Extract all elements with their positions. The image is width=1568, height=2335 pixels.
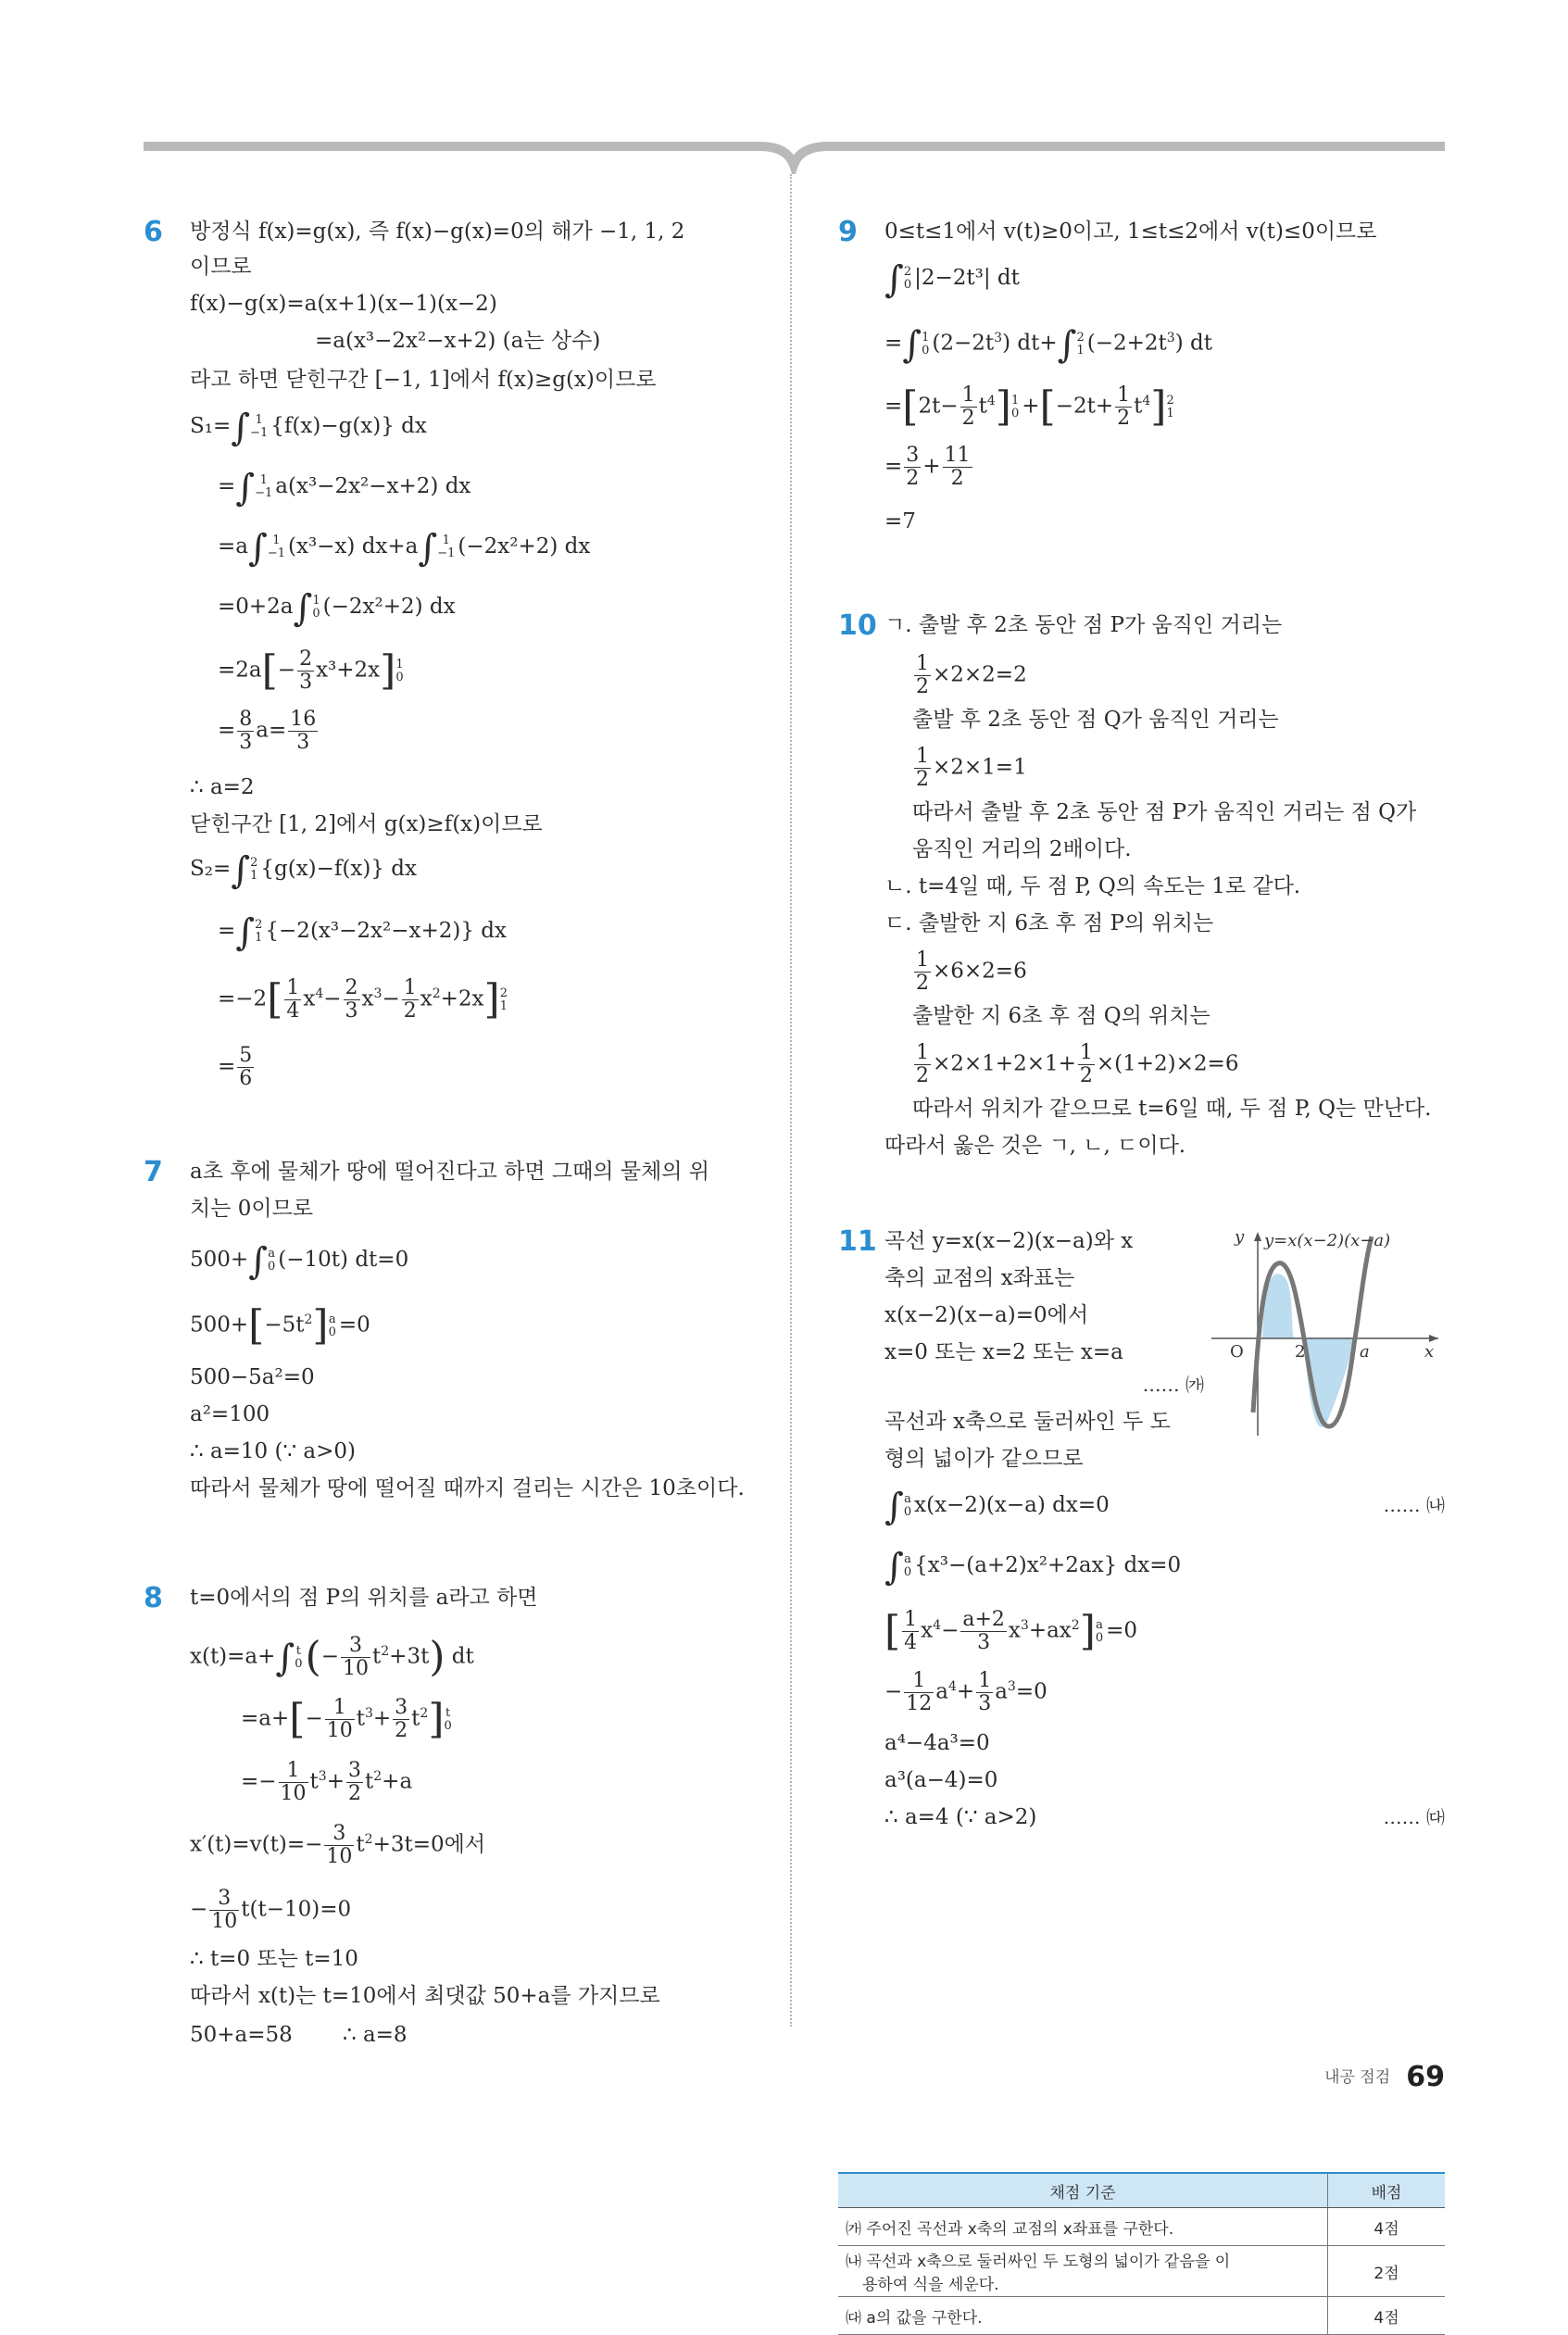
equation-line: =2a[− $\frac{2}{3}$ x³+2x]1 0 — [218, 647, 404, 695]
text-line: 출발 후 2초 동안 점 Q가 움직인 거리는 — [912, 708, 1279, 732]
equation-line: ∫a 0 x(x−2)(x−a) dx=0 — [884, 1486, 1110, 1528]
text-line: 따라서 옳은 것은 ㄱ, ㄴ, ㄷ이다. — [884, 1134, 1186, 1158]
top-divider-bar — [144, 137, 1445, 174]
equation-line: =a+[− $\frac{1}{10}$ $t^3+$ $\frac{3}{2}$ $t^2$] t 0 — [241, 1695, 452, 1743]
equation-line: =[2t− $\frac{1}{2}$ $t^4]1$ 0 +[−2t+ $\frac{1}{2}$ $t^4]2$ 1 — [884, 383, 1174, 431]
cubic-graph — [1207, 1227, 1445, 1440]
text-line: 닫힌구간 [1, 2]에서 g(x)≥f(x)이므로 — [190, 812, 543, 836]
equation-line: x(t)=a+∫ t 0(− $\frac{3}{10}$ $t^2+3t$) dt — [190, 1633, 474, 1681]
text-line: ㄱ. 출발 후 2초 동안 점 P가 움직인 거리는 — [884, 613, 1283, 637]
equation-line: =a(x³−2x²−x+2) (a는 상수) — [315, 329, 601, 353]
table-row — [838, 2208, 1445, 2246]
tick-label-2: 2 — [1295, 1342, 1306, 1362]
problem-number: 8 — [144, 1582, 163, 1614]
origin-label: O — [1230, 1342, 1244, 1362]
problem-number: 11 — [838, 1225, 877, 1258]
equation-line: = $\frac{3}{2}$ + $\frac{11}{2}$ — [884, 444, 971, 490]
equation-line: =∫1 0 $(2-2t^3)$ dt+∫2 1 $(-2+2t^3)$ dt — [884, 323, 1212, 367]
problem-number: 10 — [838, 609, 877, 642]
equation-line: ∫2 0 |2−2t³| dt — [884, 258, 1020, 301]
table-row — [838, 2297, 1445, 2335]
text-line: 따라서 x(t)는 t=10에서 최댓값 50+a를 가지므로 — [190, 1984, 660, 2008]
problem-number: 6 — [144, 216, 163, 248]
equation-line: − $\frac{3}{10}$ t(t−10)=0 — [190, 1887, 352, 1933]
equation-line: $\frac{1}{2}$ ×2×1=1 — [916, 745, 1027, 791]
step-marker: …… ㈏ — [1383, 1494, 1445, 1516]
text-line: 방정식 f(x)=g(x), 즉 f(x)−g(x)=0의 해가 −1, 1, 2 — [190, 220, 685, 244]
equation-line: =− $\frac{1}{10}$ $t^3+$ $\frac{3}{2}$ $t^2+a$ — [241, 1759, 413, 1805]
equation-line: =∫2 1 {−2(x³−2x²−x+2)} dx — [218, 911, 507, 954]
step-marker: …… ㈐ — [1383, 1806, 1445, 1828]
text-line: 움직인 거리의 2배이다. — [912, 837, 1132, 861]
scoring-table — [838, 2172, 1445, 2335]
points-cell: 4점 — [1328, 2297, 1446, 2335]
equation-line: $\frac{1}{2}$ ×2×2=2 — [916, 652, 1027, 698]
equation-line: ∴ t=0 또는 t=10 — [190, 1947, 358, 1971]
x-axis-label: x — [1424, 1342, 1435, 1362]
text-line: 곡선 y=x(x−2)(x−a)와 x — [884, 1229, 1134, 1253]
equation-line: − $\frac{1}{12}$ $a^4+$ $\frac{1}{3}$ $a^3=0$ — [884, 1669, 1047, 1715]
equation-line: a⁴−4a³=0 — [884, 1731, 990, 1755]
equation-line: x′(t)=v(t)=− $\frac{3}{10}$ $t^2+3t=0$에서 — [190, 1822, 486, 1868]
problem-number: 7 — [144, 1156, 163, 1188]
equation-line: ∴ a=8 — [343, 2023, 408, 2047]
footer-label: 내공 점검 — [1324, 2068, 1391, 2087]
text-line: 0≤t≤1에서 v(t)≥0이고, 1≤t≤2에서 v(t)≤0이므로 — [884, 220, 1377, 244]
curve-label: y=x(x−2)(x−a) — [1264, 1231, 1391, 1250]
equation-line: ∫a 0 {x³−(a+2)x²+2ax} dx=0 — [884, 1546, 1182, 1588]
text-line: 곡선과 x축으로 둘러싸인 두 도 — [884, 1410, 1171, 1434]
points-header: 배점 — [1328, 2173, 1446, 2208]
step-marker: …… ㈎ — [1142, 1374, 1204, 1396]
equation-line: ∴ a=2 — [190, 775, 255, 799]
problem-number: 9 — [838, 216, 858, 248]
equation-line: 50+a=58 — [190, 2023, 293, 2047]
criteria-cell: ㈏ 곡선과 x축으로 둘러싸인 두 도형의 넓이가 같음을 이 용하여 식을 세운다. — [838, 2246, 1328, 2297]
equation-line: = $\frac{5}{6}$ — [218, 1044, 253, 1090]
equation-line: 500−5a²=0 — [190, 1365, 315, 1389]
equation-line: $\frac{1}{2}$ ×2×1+2×1+ $\frac{1}{2}$ ×(1+2)×2=6 — [916, 1041, 1239, 1087]
equation-line: f(x)−g(x)=a(x+1)(x−1)(x−2) — [190, 292, 497, 316]
equation-line: =0+2a∫1 0 (−2x²+2) dx — [218, 587, 456, 630]
equation-line: =−2[ $\frac{1}{4}$ $x^4-$ $\frac{2}{3}$ $x^3-$ $\frac{1}{2}$ $x^2+2x]2$ 1 — [218, 975, 508, 1023]
equation-line: S₂=∫2 1 {g(x)−f(x)} dx — [190, 849, 417, 892]
equation-line: a³(a−4)=0 — [884, 1768, 998, 1792]
text-line: 따라서 위치가 같으므로 t=6일 때, 두 점 P, Q는 만난다. — [912, 1097, 1432, 1121]
criteria-cell: ㈐ a의 값을 구한다. — [838, 2297, 1328, 2335]
tick-label-a: a — [1360, 1342, 1370, 1362]
table-row — [838, 2246, 1445, 2297]
points-cell: 2점 — [1328, 2246, 1446, 2297]
equation-line: x=0 또는 x=2 또는 x=a — [884, 1340, 1123, 1364]
text-line: 형의 넓이가 같으므로 — [884, 1447, 1084, 1471]
text-line: 따라서 출발 후 2초 동안 점 P가 움직인 거리는 점 Q가 — [912, 800, 1417, 824]
equation-line: 500+∫a 0 (−10t) dt=0 — [190, 1240, 409, 1283]
points-cell: 4점 — [1328, 2208, 1446, 2246]
criteria-header: 채점 기준 — [838, 2173, 1328, 2208]
equation-line: ∴ a=10 (∵ a>0) — [190, 1439, 357, 1463]
equation-line: a²=100 — [190, 1402, 270, 1426]
text-line: a초 후에 물체가 땅에 떨어진다고 하면 그때의 물체의 위 — [190, 1160, 709, 1184]
text-line: 라고 하면 닫힌구간 [−1, 1]에서 f(x)≥g(x)이므로 — [190, 368, 657, 392]
text-line: 따라서 물체가 땅에 떨어질 때까지 걸리는 시간은 10초이다. — [190, 1476, 745, 1500]
equation-line: = $\frac{8}{3}$ a= $\frac{16}{3}$ — [218, 708, 317, 754]
equation-line: =∫ 1 −1 a(x³−2x²−x+2) dx — [218, 467, 471, 509]
text-line: ㄷ. 출발한 지 6초 후 점 P의 위치는 — [884, 911, 1214, 935]
y-axis-label: y — [1235, 1227, 1245, 1247]
equation-line: $500+[-5t^2]a$ 0 =0 — [190, 1301, 370, 1350]
text-line: ㄴ. t=4일 때, 두 점 P, Q의 속도는 1로 같다. — [884, 874, 1301, 898]
text-line: 이므로 — [190, 255, 252, 279]
table-header — [838, 2173, 1445, 2208]
equation-line: S₁=∫ 1 −1 {f(x)−g(x)} dx — [190, 407, 427, 449]
page-footer — [1324, 2061, 1445, 2093]
equation-line: x(x−2)(x−a)=0에서 — [884, 1303, 1089, 1327]
text-line: 출발한 지 6초 후 점 Q의 위치는 — [912, 1004, 1210, 1028]
equation-line: $\frac{1}{2}$ ×6×2=6 — [916, 948, 1027, 995]
text-line: 치는 0이므로 — [190, 1197, 314, 1221]
equation-line: ∴ a=4 (∵ a>2) — [884, 1805, 1037, 1829]
equation-line: =a∫ 1 −1 (x³−x) dx+a∫ 1 −1 (−2x²+2) dx — [218, 527, 591, 570]
text-line: t=0에서의 점 P의 위치를 a라고 하면 — [190, 1586, 538, 1610]
equation-line: [ $\frac{1}{4}$ $x^4-$ $\frac{a+2}{3}$ $x^3+ax^2]a$ 0 =0 — [884, 1607, 1138, 1655]
page-number: 69 — [1406, 2061, 1445, 2093]
equation-line: =7 — [884, 509, 916, 534]
column-divider — [790, 174, 792, 2027]
criteria-cell: ㈎ 주어진 곡선과 x축의 교점의 x좌표를 구한다. — [838, 2208, 1328, 2246]
text-line: 축의 교점의 x좌표는 — [884, 1266, 1075, 1290]
